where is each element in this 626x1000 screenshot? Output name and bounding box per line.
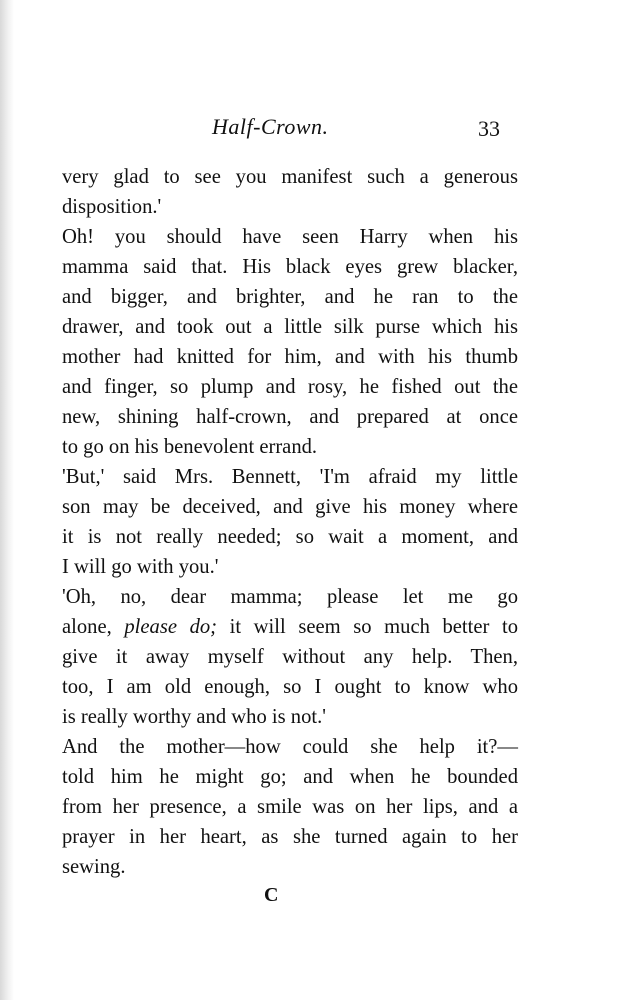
text-line: give it away myself without any help. Then, bbox=[62, 646, 518, 668]
text-line-with-emphasis bbox=[62, 612, 518, 642]
signature-mark: C bbox=[264, 884, 279, 906]
text-line: to go on his benevolent errand. bbox=[62, 436, 318, 458]
paragraph-5 bbox=[62, 732, 518, 882]
text-line: very glad to see you manifest such a generous bbox=[62, 166, 518, 188]
text-line: I will go with you.' bbox=[62, 556, 219, 578]
text-line: and bigger, and brighter, and he ran to the bbox=[62, 286, 518, 308]
text-line: disposition.' bbox=[62, 196, 162, 218]
paragraph-4 bbox=[62, 582, 518, 732]
running-head bbox=[0, 114, 626, 148]
page-number: 33 bbox=[478, 116, 500, 141]
paragraph-1 bbox=[62, 162, 518, 222]
body-text bbox=[62, 162, 518, 882]
text-line: it is not really needed; so wait a moment, and bbox=[62, 526, 518, 548]
page-gutter-shadow bbox=[0, 0, 14, 1000]
text-line: too, I am old enough, so I ought to know who bbox=[62, 676, 518, 698]
text-line: son may be deceived, and give his money where bbox=[62, 496, 518, 518]
text-line: 'But,' said Mrs. Bennett, 'I'm afraid my little bbox=[62, 466, 518, 488]
paragraph-3 bbox=[62, 462, 518, 582]
text-line: and finger, so plump and rosy, he fished out the bbox=[62, 376, 518, 398]
text-fragment: alone, bbox=[62, 616, 112, 638]
text-line: prayer in her heart, as she turned again to her bbox=[62, 826, 518, 848]
text-fragment: it will seem so much better to bbox=[229, 616, 518, 638]
text-line: mother had knitted for him, and with his thumb bbox=[62, 346, 518, 368]
text-line: drawer, and took out a little silk purse which his bbox=[62, 316, 518, 338]
text-line: told him he might go; and when he bounded bbox=[62, 766, 518, 788]
paragraph-2 bbox=[62, 222, 518, 462]
text-line: mamma said that. His black eyes grew blacker, bbox=[62, 256, 518, 278]
running-title: Half-Crown. bbox=[212, 114, 329, 139]
text-line: new, shining half-crown, and prepared at once bbox=[62, 406, 518, 428]
text-line: from her presence, a smile was on her lips, and a bbox=[62, 796, 518, 818]
emphasis-text: please do; bbox=[124, 616, 218, 638]
text-line: is really worthy and who is not.' bbox=[62, 706, 326, 728]
text-line: And the mother—how could she help it?— bbox=[62, 736, 518, 758]
text-line: 'Oh, no, dear mamma; please let me go bbox=[62, 586, 518, 608]
text-line: sewing. bbox=[62, 856, 126, 878]
text-line: Oh! you should have seen Harry when his bbox=[62, 226, 518, 248]
